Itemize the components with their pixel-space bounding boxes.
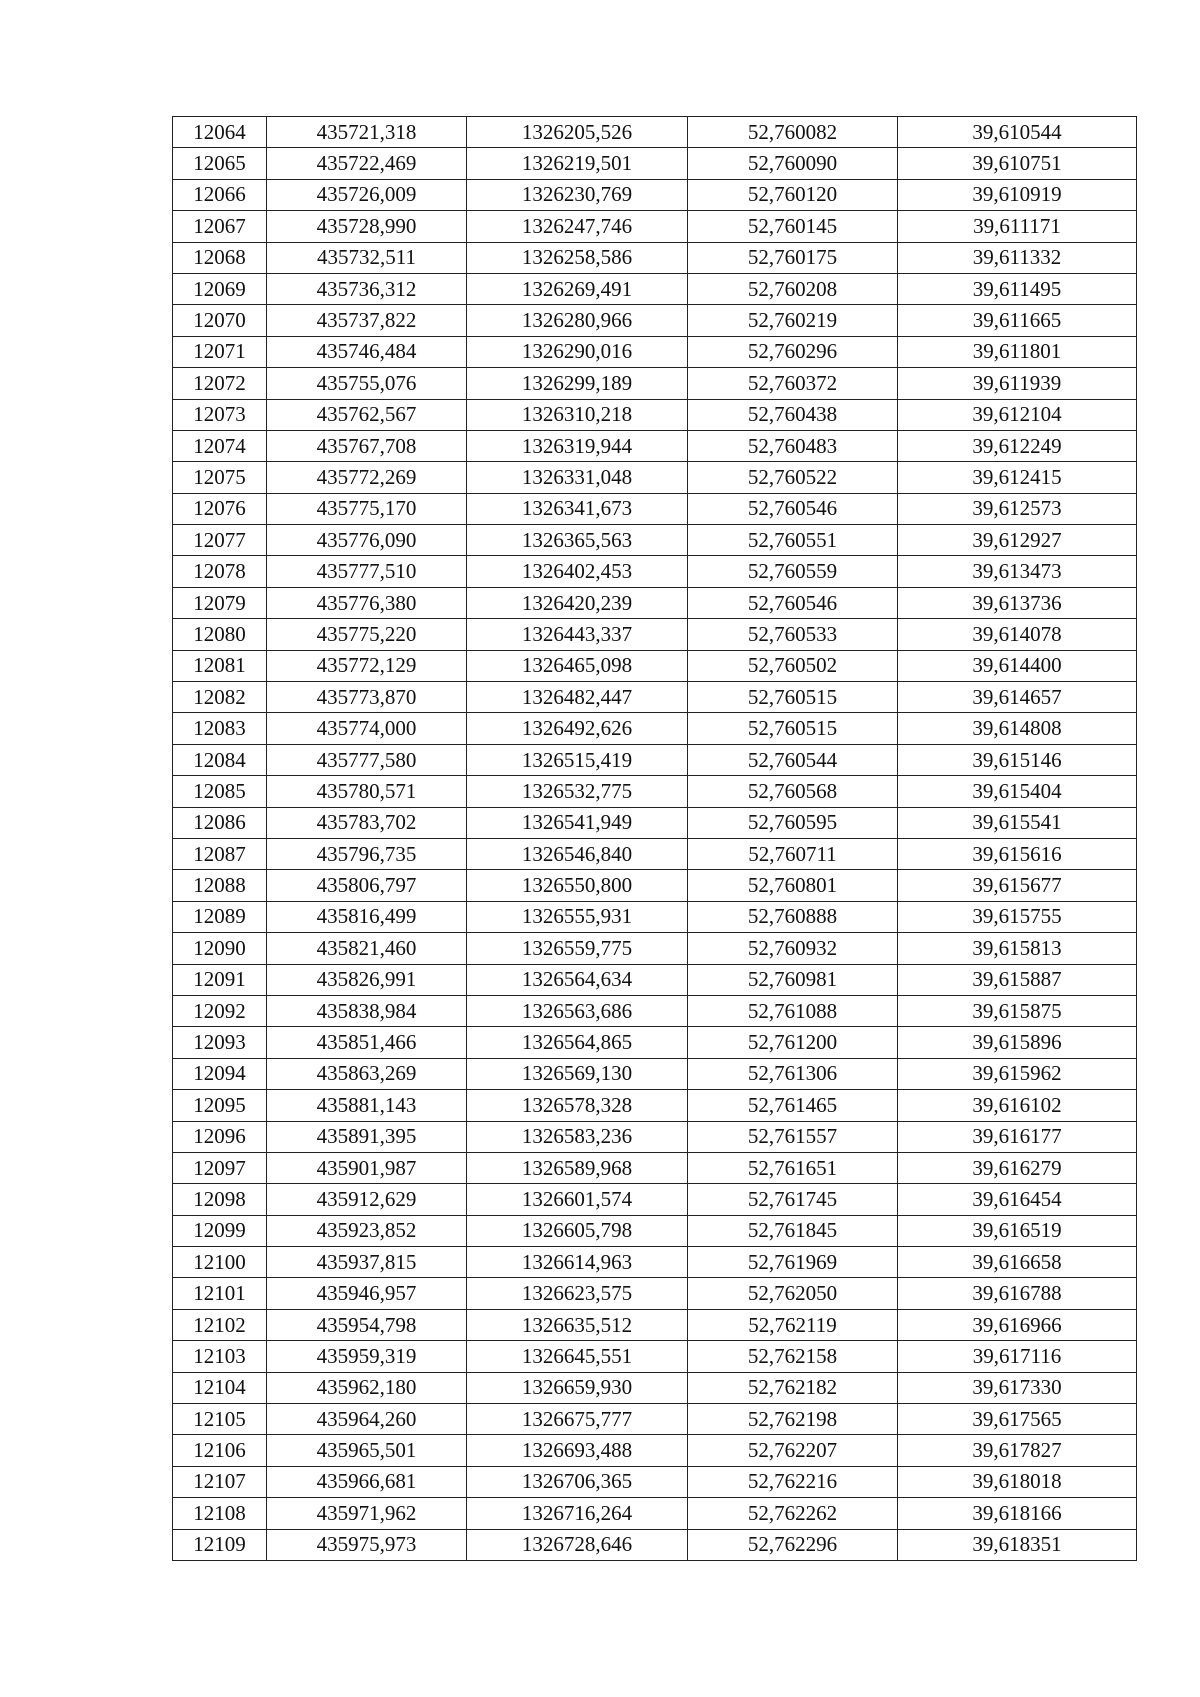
point-number-cell: 12084 [173,744,267,775]
x-coordinate-cell: 435775,170 [267,493,467,524]
table-row [173,305,1137,336]
latitude-cell: 52,760801 [688,870,898,901]
longitude-cell: 39,615896 [898,1027,1137,1058]
latitude-cell: 52,760082 [688,117,898,148]
x-coordinate-cell: 435776,090 [267,525,467,556]
point-number-cell: 12092 [173,995,267,1026]
y-coordinate-cell: 1326589,968 [467,1152,688,1183]
table-row [173,1341,1137,1372]
point-number-cell: 12094 [173,1058,267,1089]
y-coordinate-cell: 1326290,016 [467,336,688,367]
latitude-cell: 52,760296 [688,336,898,367]
y-coordinate-cell: 1326693,488 [467,1435,688,1466]
latitude-cell: 52,760208 [688,273,898,304]
x-coordinate-cell: 435964,260 [267,1404,467,1435]
latitude-cell: 52,760544 [688,744,898,775]
longitude-cell: 39,616177 [898,1121,1137,1152]
table-row [173,713,1137,744]
point-number-cell: 12088 [173,870,267,901]
y-coordinate-cell: 1326555,931 [467,901,688,932]
table-row [173,1309,1137,1340]
y-coordinate-cell: 1326341,673 [467,493,688,524]
point-number-cell: 12076 [173,493,267,524]
y-coordinate-cell: 1326605,798 [467,1215,688,1246]
x-coordinate-cell: 435726,009 [267,179,467,210]
table-row [173,430,1137,461]
latitude-cell: 52,760515 [688,713,898,744]
y-coordinate-cell: 1326546,840 [467,838,688,869]
y-coordinate-cell: 1326563,686 [467,995,688,1026]
point-number-cell: 12104 [173,1372,267,1403]
point-number-cell: 12085 [173,776,267,807]
table-row [173,1529,1137,1560]
x-coordinate-cell: 435851,466 [267,1027,467,1058]
table-row [173,587,1137,618]
longitude-cell: 39,615755 [898,901,1137,932]
x-coordinate-cell: 435959,319 [267,1341,467,1372]
point-number-cell: 12068 [173,242,267,273]
latitude-cell: 52,760533 [688,619,898,650]
point-number-cell: 12075 [173,462,267,493]
point-number-cell: 12071 [173,336,267,367]
longitude-cell: 39,616519 [898,1215,1137,1246]
longitude-cell: 39,611939 [898,368,1137,399]
x-coordinate-cell: 435776,380 [267,587,467,618]
table-row [173,776,1137,807]
point-number-cell: 12078 [173,556,267,587]
longitude-cell: 39,618351 [898,1529,1137,1560]
y-coordinate-cell: 1326299,189 [467,368,688,399]
x-coordinate-cell: 435881,143 [267,1090,467,1121]
x-coordinate-cell: 435774,000 [267,713,467,744]
x-coordinate-cell: 435863,269 [267,1058,467,1089]
longitude-cell: 39,611495 [898,273,1137,304]
x-coordinate-cell: 435975,973 [267,1529,467,1560]
y-coordinate-cell: 1326569,130 [467,1058,688,1089]
longitude-cell: 39,612573 [898,493,1137,524]
point-number-cell: 12083 [173,713,267,744]
x-coordinate-cell: 435767,708 [267,430,467,461]
latitude-cell: 52,760515 [688,682,898,713]
latitude-cell: 52,761745 [688,1184,898,1215]
x-coordinate-cell: 435946,957 [267,1278,467,1309]
y-coordinate-cell: 1326623,575 [467,1278,688,1309]
table-row [173,1435,1137,1466]
table-row [173,1121,1137,1152]
table-row [173,1404,1137,1435]
table-row [173,964,1137,995]
y-coordinate-cell: 1326420,239 [467,587,688,618]
table-row [173,933,1137,964]
y-coordinate-cell: 1326258,586 [467,242,688,273]
y-coordinate-cell: 1326614,963 [467,1247,688,1278]
point-number-cell: 12099 [173,1215,267,1246]
latitude-cell: 52,760546 [688,493,898,524]
y-coordinate-cell: 1326675,777 [467,1404,688,1435]
table-row [173,179,1137,210]
latitude-cell: 52,762050 [688,1278,898,1309]
longitude-cell: 39,615887 [898,964,1137,995]
table-row [173,1247,1137,1278]
latitude-cell: 52,761969 [688,1247,898,1278]
longitude-cell: 39,615616 [898,838,1137,869]
latitude-cell: 52,760120 [688,179,898,210]
x-coordinate-cell: 435965,501 [267,1435,467,1466]
table-row [173,619,1137,650]
longitude-cell: 39,616102 [898,1090,1137,1121]
latitude-cell: 52,761306 [688,1058,898,1089]
latitude-cell: 52,762182 [688,1372,898,1403]
table-row [173,148,1137,179]
y-coordinate-cell: 1326402,453 [467,556,688,587]
table-row [173,995,1137,1026]
table-row [173,1152,1137,1183]
latitude-cell: 52,761557 [688,1121,898,1152]
point-number-cell: 12064 [173,117,267,148]
latitude-cell: 52,760981 [688,964,898,995]
longitude-cell: 39,610544 [898,117,1137,148]
latitude-cell: 52,762207 [688,1435,898,1466]
x-coordinate-cell: 435937,815 [267,1247,467,1278]
x-coordinate-cell: 435821,460 [267,933,467,964]
table-row [173,744,1137,775]
longitude-cell: 39,615677 [898,870,1137,901]
longitude-cell: 39,615875 [898,995,1137,1026]
point-number-cell: 12095 [173,1090,267,1121]
y-coordinate-cell: 1326659,930 [467,1372,688,1403]
latitude-cell: 52,760711 [688,838,898,869]
y-coordinate-cell: 1326550,800 [467,870,688,901]
coordinates-table [172,116,1137,1561]
y-coordinate-cell: 1326492,626 [467,713,688,744]
longitude-cell: 39,617330 [898,1372,1137,1403]
longitude-cell: 39,610919 [898,179,1137,210]
x-coordinate-cell: 435755,076 [267,368,467,399]
table-row [173,211,1137,242]
table-row [173,493,1137,524]
point-number-cell: 12066 [173,179,267,210]
longitude-cell: 39,612927 [898,525,1137,556]
longitude-cell: 39,615962 [898,1058,1137,1089]
x-coordinate-cell: 435777,510 [267,556,467,587]
point-number-cell: 12102 [173,1309,267,1340]
x-coordinate-cell: 435737,822 [267,305,467,336]
point-number-cell: 12089 [173,901,267,932]
y-coordinate-cell: 1326601,574 [467,1184,688,1215]
table-row [173,368,1137,399]
latitude-cell: 52,762198 [688,1404,898,1435]
x-coordinate-cell: 435901,987 [267,1152,467,1183]
x-coordinate-cell: 435816,499 [267,901,467,932]
point-number-cell: 12082 [173,682,267,713]
x-coordinate-cell: 435775,220 [267,619,467,650]
longitude-cell: 39,614808 [898,713,1137,744]
y-coordinate-cell: 1326578,328 [467,1090,688,1121]
y-coordinate-cell: 1326205,526 [467,117,688,148]
longitude-cell: 39,613736 [898,587,1137,618]
x-coordinate-cell: 435777,580 [267,744,467,775]
table-row [173,399,1137,430]
y-coordinate-cell: 1326564,865 [467,1027,688,1058]
x-coordinate-cell: 435780,571 [267,776,467,807]
y-coordinate-cell: 1326559,775 [467,933,688,964]
point-number-cell: 12091 [173,964,267,995]
point-number-cell: 12065 [173,148,267,179]
x-coordinate-cell: 435954,798 [267,1309,467,1340]
latitude-cell: 52,760568 [688,776,898,807]
table-row [173,336,1137,367]
latitude-cell: 52,760551 [688,525,898,556]
latitude-cell: 52,761088 [688,995,898,1026]
x-coordinate-cell: 435772,129 [267,650,467,681]
x-coordinate-cell: 435762,567 [267,399,467,430]
latitude-cell: 52,760145 [688,211,898,242]
longitude-cell: 39,610751 [898,148,1137,179]
x-coordinate-cell: 435721,318 [267,117,467,148]
table-row [173,242,1137,273]
table-row [173,838,1137,869]
point-number-cell: 12107 [173,1466,267,1497]
x-coordinate-cell: 435783,702 [267,807,467,838]
point-number-cell: 12079 [173,587,267,618]
point-number-cell: 12069 [173,273,267,304]
longitude-cell: 39,618166 [898,1498,1137,1529]
point-number-cell: 12073 [173,399,267,430]
point-number-cell: 12109 [173,1529,267,1560]
point-number-cell: 12106 [173,1435,267,1466]
table-row [173,1184,1137,1215]
table-row [173,1372,1137,1403]
point-number-cell: 12077 [173,525,267,556]
latitude-cell: 52,760888 [688,901,898,932]
point-number-cell: 12100 [173,1247,267,1278]
longitude-cell: 39,617116 [898,1341,1137,1372]
longitude-cell: 39,613473 [898,556,1137,587]
x-coordinate-cell: 435728,990 [267,211,467,242]
longitude-cell: 39,614078 [898,619,1137,650]
latitude-cell: 52,760559 [688,556,898,587]
x-coordinate-cell: 435796,735 [267,838,467,869]
point-number-cell: 12067 [173,211,267,242]
y-coordinate-cell: 1326541,949 [467,807,688,838]
x-coordinate-cell: 435806,797 [267,870,467,901]
longitude-cell: 39,617565 [898,1404,1137,1435]
x-coordinate-cell: 435962,180 [267,1372,467,1403]
latitude-cell: 52,760372 [688,368,898,399]
latitude-cell: 52,760438 [688,399,898,430]
y-coordinate-cell: 1326230,769 [467,179,688,210]
latitude-cell: 52,762216 [688,1466,898,1497]
longitude-cell: 39,612104 [898,399,1137,430]
y-coordinate-cell: 1326465,098 [467,650,688,681]
y-coordinate-cell: 1326280,966 [467,305,688,336]
x-coordinate-cell: 435736,312 [267,273,467,304]
x-coordinate-cell: 435923,852 [267,1215,467,1246]
y-coordinate-cell: 1326331,048 [467,462,688,493]
latitude-cell: 52,760932 [688,933,898,964]
longitude-cell: 39,615813 [898,933,1137,964]
x-coordinate-cell: 435891,395 [267,1121,467,1152]
latitude-cell: 52,760090 [688,148,898,179]
y-coordinate-cell: 1326635,512 [467,1309,688,1340]
y-coordinate-cell: 1326583,236 [467,1121,688,1152]
y-coordinate-cell: 1326365,563 [467,525,688,556]
y-coordinate-cell: 1326728,646 [467,1529,688,1560]
table-row [173,462,1137,493]
longitude-cell: 39,616454 [898,1184,1137,1215]
point-number-cell: 12090 [173,933,267,964]
latitude-cell: 52,762119 [688,1309,898,1340]
table-row [173,117,1137,148]
x-coordinate-cell: 435912,629 [267,1184,467,1215]
longitude-cell: 39,616658 [898,1247,1137,1278]
point-number-cell: 12103 [173,1341,267,1372]
point-number-cell: 12097 [173,1152,267,1183]
table-row [173,556,1137,587]
y-coordinate-cell: 1326319,944 [467,430,688,461]
y-coordinate-cell: 1326310,218 [467,399,688,430]
longitude-cell: 39,618018 [898,1466,1137,1497]
x-coordinate-cell: 435773,870 [267,682,467,713]
point-number-cell: 12086 [173,807,267,838]
table-row [173,650,1137,681]
latitude-cell: 52,760522 [688,462,898,493]
point-number-cell: 12098 [173,1184,267,1215]
latitude-cell: 52,762296 [688,1529,898,1560]
coordinates-table-body [173,117,1137,1561]
latitude-cell: 52,761651 [688,1152,898,1183]
point-number-cell: 12072 [173,368,267,399]
point-number-cell: 12096 [173,1121,267,1152]
table-row [173,901,1137,932]
table-row [173,1215,1137,1246]
x-coordinate-cell: 435826,991 [267,964,467,995]
latitude-cell: 52,762158 [688,1341,898,1372]
longitude-cell: 39,614400 [898,650,1137,681]
y-coordinate-cell: 1326515,419 [467,744,688,775]
y-coordinate-cell: 1326564,634 [467,964,688,995]
table-row [173,1466,1137,1497]
x-coordinate-cell: 435746,484 [267,336,467,367]
x-coordinate-cell: 435772,269 [267,462,467,493]
point-number-cell: 12087 [173,838,267,869]
point-number-cell: 12101 [173,1278,267,1309]
table-row [173,525,1137,556]
x-coordinate-cell: 435966,681 [267,1466,467,1497]
y-coordinate-cell: 1326532,775 [467,776,688,807]
longitude-cell: 39,616788 [898,1278,1137,1309]
longitude-cell: 39,611801 [898,336,1137,367]
table-row [173,1278,1137,1309]
longitude-cell: 39,611332 [898,242,1137,273]
point-number-cell: 12105 [173,1404,267,1435]
table-row [173,1498,1137,1529]
latitude-cell: 52,760483 [688,430,898,461]
longitude-cell: 39,615404 [898,776,1137,807]
x-coordinate-cell: 435971,962 [267,1498,467,1529]
point-number-cell: 12108 [173,1498,267,1529]
longitude-cell: 39,617827 [898,1435,1137,1466]
y-coordinate-cell: 1326645,551 [467,1341,688,1372]
latitude-cell: 52,761465 [688,1090,898,1121]
latitude-cell: 52,761200 [688,1027,898,1058]
longitude-cell: 39,611171 [898,211,1137,242]
table-row [173,1027,1137,1058]
y-coordinate-cell: 1326482,447 [467,682,688,713]
point-number-cell: 12080 [173,619,267,650]
y-coordinate-cell: 1326443,337 [467,619,688,650]
latitude-cell: 52,760546 [688,587,898,618]
y-coordinate-cell: 1326716,264 [467,1498,688,1529]
y-coordinate-cell: 1326219,501 [467,148,688,179]
point-number-cell: 12093 [173,1027,267,1058]
x-coordinate-cell: 435732,511 [267,242,467,273]
longitude-cell: 39,612249 [898,430,1137,461]
latitude-cell: 52,761845 [688,1215,898,1246]
x-coordinate-cell: 435838,984 [267,995,467,1026]
latitude-cell: 52,760219 [688,305,898,336]
longitude-cell: 39,616279 [898,1152,1137,1183]
y-coordinate-cell: 1326247,746 [467,211,688,242]
longitude-cell: 39,615541 [898,807,1137,838]
y-coordinate-cell: 1326269,491 [467,273,688,304]
latitude-cell: 52,760595 [688,807,898,838]
table-row [173,807,1137,838]
longitude-cell: 39,615146 [898,744,1137,775]
latitude-cell: 52,762262 [688,1498,898,1529]
longitude-cell: 39,611665 [898,305,1137,336]
table-row [173,870,1137,901]
latitude-cell: 52,760502 [688,650,898,681]
point-number-cell: 12074 [173,430,267,461]
point-number-cell: 12081 [173,650,267,681]
table-row [173,273,1137,304]
longitude-cell: 39,612415 [898,462,1137,493]
x-coordinate-cell: 435722,469 [267,148,467,179]
latitude-cell: 52,760175 [688,242,898,273]
point-number-cell: 12070 [173,305,267,336]
longitude-cell: 39,616966 [898,1309,1137,1340]
y-coordinate-cell: 1326706,365 [467,1466,688,1497]
table-row [173,682,1137,713]
table-row [173,1090,1137,1121]
table-row [173,1058,1137,1089]
longitude-cell: 39,614657 [898,682,1137,713]
